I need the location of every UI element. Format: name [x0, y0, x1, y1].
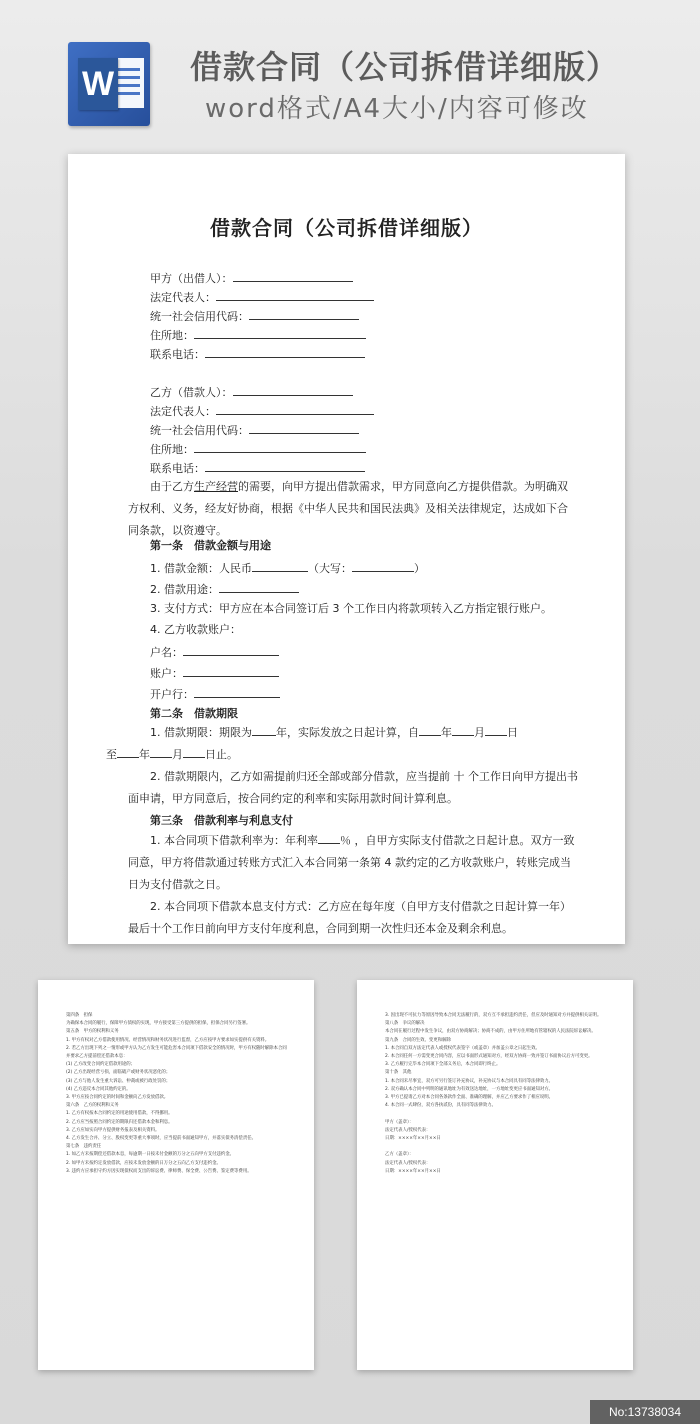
thumbnail-line: 2. 如甲方未按约定发放借款，应按未发放金额的日万分之五向乙方支付违约金。 — [66, 1160, 221, 1166]
image-number-label: No:13738034 — [590, 1400, 700, 1424]
party-b-phone-line: 联系电话： — [150, 460, 365, 476]
word-document-icon — [68, 42, 150, 126]
thumbnail-line: 乙方（盖章）： — [385, 1152, 414, 1158]
thumbnail-line: (1) 乙方改变合同约定借款用途的； — [66, 1062, 136, 1068]
thumbnail-line: 2. 若乙方出现下列之一情形或甲方认为乙方发生可能危害本合同项下借款安全的情况时，甲方有权随时解除本合同并要求乙方提前偿还借款本息： — [66, 1045, 287, 1060]
page-3-thumbnail — [357, 980, 633, 1370]
thumbnail-line: 为确保本合同的履行，保障甲方债权的实现，甲方接受第三方提供的担保，担保合同另行签署。 — [66, 1021, 251, 1027]
article-2-heading: 第二条 借款期限 — [150, 707, 238, 720]
intro-paragraph: 由于乙方生产经营的需要，向甲方提出借款需求，甲方同意向乙方提供借款。为明确双方权利、义务，经友好协商，根据《中华人民共和国民法典》及相关法律规定，达成如下合同条款，以资遵守。 — [128, 480, 568, 537]
thumbnail-line: 1. 乙方有权按本合同约定的用途使用借款，不得挪用。 — [66, 1111, 173, 1117]
party-a-rep-line: 法定代表人： — [150, 289, 374, 305]
thumbnail-line: 甲方（盖章）： — [385, 1119, 414, 1125]
party-a-credit-line: 统一社会信用代码： — [150, 308, 359, 324]
prepayment-paragraph: 2. 借款期限内，乙方如需提前归还全部或部分借款，应当提前 十 个工作日向甲方提出书面申请，甲方同意后，按合同约定的利率和实际用款时间计算利息。 — [128, 770, 578, 805]
thumbnail-line: 3. 乙方应如实向甲方提供财务报表及相关资料。 — [66, 1127, 160, 1133]
header-subtitle: word格式/A4大小/内容可修改 — [205, 94, 589, 124]
thumbnail-line: 1. 如乙方未按期偿还借款本息，每逾期一日按未付金额的万分之五向甲方支付违约金。 — [66, 1152, 235, 1158]
article-1-heading: 第一条 借款金额与用途 — [150, 539, 271, 552]
thumbnail-line: 第五条 甲方的权利和义务 — [66, 1029, 119, 1035]
party-b-rep-line: 法定代表人： — [150, 403, 374, 419]
thumbnail-line: 第六条 乙方的权利和义务 — [66, 1103, 119, 1109]
party-a-name-line: 甲方（出借人）： — [150, 270, 353, 286]
thumbnail-line: 第九条 合同的生效、变更和解除 — [385, 1037, 451, 1043]
interest-rate-paragraph: 1. 本合同项下借款利率为：年利率 ％ ，自甲方实际支付借款之日起计息。双方一致同意，甲方将借款通过转账方式汇入本合同第一条第 4 款约定的乙方收款账户，转账完成当日为支付借款之日。 — [128, 834, 575, 891]
article-3-heading: 第三条 借款利率与利息支付 — [150, 814, 293, 827]
account-name-line: 户名： — [150, 644, 279, 660]
thumbnail-line: 2. 双方确认本合同中列明的通讯地址为有效送达地址，一方地址变更应书面通知对方。 — [385, 1086, 554, 1092]
thumbnail-line: 第七条 违约责任 — [66, 1144, 102, 1150]
thumbnail-line: 日期：××××年××月××日 — [385, 1136, 441, 1142]
thumbnail-line: 第十条 其他 — [385, 1070, 412, 1076]
party-b-credit-line: 统一社会信用代码： — [150, 422, 359, 438]
loan-term-paragraph: 1. 借款期限：期限为 年，实际发放之日起计算，自 年 月 日 至 年 月 日止。 — [106, 726, 518, 761]
page-2-thumbnail — [38, 980, 314, 1370]
party-b-name-line: 乙方（借款人）： — [150, 384, 353, 400]
thumbnail-line: 3. 违约方应承担守约方因实现债权而支出的诉讼费、律师费、保全费、公告费、鉴定费等费用。 — [66, 1168, 252, 1174]
thumbnail-line: 本合同在履行过程中发生争议，由双方协商解决；协商不成的，由甲方住所地有管辖权的人民法院诉讼解决。 — [385, 1029, 596, 1035]
thumbnail-line: 3. 甲方应按合同约定的时间和金额向乙方发放借款。 — [66, 1095, 169, 1101]
document-title: 借款合同（公司拆借详细版） — [210, 216, 483, 240]
thumbnail-line: 2. 乙方应当按照合同约定的期限归还借款本金和利息。 — [66, 1119, 173, 1125]
word-letter: W — [78, 58, 118, 110]
thumbnail-line: 3. 乙方履行完毕本合同项下全部义务后，本合同即行终止。 — [385, 1062, 501, 1068]
thumbnail-line: 3. 因出现不可抗力等原因导致本合同无法履行的，双方互不承担违约责任，但应及时通知对方并提供相关证明。 — [385, 1013, 602, 1018]
thumbnail-line: 4. 本合同一式肆份，双方各执贰份，具有同等法律效力。 — [385, 1103, 496, 1109]
interest-payment-paragraph: 2. 本合同项下借款本息支付方式：乙方应在每年度（自甲方支付借款之日起计算一年）最后十个工作日前向甲方支付年度利息，合同到期一次性归还本金及剩余利息。 — [128, 900, 571, 935]
party-a-address-line: 住所地： — [150, 327, 366, 343]
thumbnail-line: 4. 乙方发生合并、分立、股权变更等重大事项时，应当提前书面通知甲方，并落实债务清偿责任。 — [66, 1136, 256, 1142]
thumbnail-line: (3) 乙方与他人发生重大诉讼、仲裁或被行政处罚的； — [66, 1078, 171, 1084]
bank-line: 开户行： — [150, 686, 280, 702]
thumbnail-line: (4) 乙方违反本合同其他约定的。 — [66, 1086, 131, 1092]
header — [0, 0, 700, 140]
thumbnail-line: 第八条 争议的解决 — [385, 1021, 425, 1027]
loan-use-line: 2. 借款用途： — [150, 581, 299, 597]
thumbnail-line: (2) 乙方出现经营亏损，面临破产或财务状况恶化的； — [66, 1070, 171, 1076]
payment-method-line: 3. 支付方式：甲方应在本合同签订后 3 个工作日内将款项转入乙方指定银行账户。 — [150, 602, 552, 615]
thumbnail-line: 1. 甲方有权对乙方借款使用情况、经营情况和财务状况进行监督，乙方应按甲方要求如实提供有关资料。 — [66, 1037, 270, 1043]
page-2-text — [66, 1012, 288, 1176]
party-b-address-line: 住所地： — [150, 441, 366, 457]
loan-amount-line: 1. 借款金额：人民币 （大写： ） — [150, 562, 425, 575]
thumbnail-line: 法定代表人/授权代表： — [385, 1160, 431, 1166]
thumbnail-line: 日期：××××年××月××日 — [385, 1168, 441, 1174]
receiving-account-line: 4. 乙方收款账户： — [150, 623, 241, 636]
account-number-line: 账户： — [150, 665, 279, 681]
thumbnail-line: 1. 本合同自双方法定代表人或授权代表签字（或盖章）并加盖公章之日起生效。 — [385, 1045, 540, 1051]
page-3-text — [385, 1012, 607, 1176]
header-title: 借款合同（公司拆借详细版） — [190, 48, 620, 86]
thumbnail-line: 1. 本合同未尽事宜，双方可另行签订补充协议，补充协议与本合同具有同等法律效力。 — [385, 1078, 554, 1084]
party-a-phone-line: 联系电话： — [150, 346, 365, 362]
contract-page-preview — [68, 154, 625, 944]
thumbnail-line — [385, 1143, 607, 1151]
thumbnail-line — [385, 1110, 607, 1118]
thumbnail-line: 2. 本合同任何一方需变更合同内容，应以书面形式通知对方，经双方协商一致并签订书面协议后方可变更。 — [385, 1054, 593, 1060]
thumbnail-line: 3. 甲方已提请乙方对本合同各条款作全面、准确的理解，并应乙方要求作了相应说明。 — [385, 1095, 554, 1101]
thumbnail-line: 法定代表人/授权代表： — [385, 1127, 431, 1133]
thumbnail-line: 第四条 担保 — [66, 1013, 93, 1018]
